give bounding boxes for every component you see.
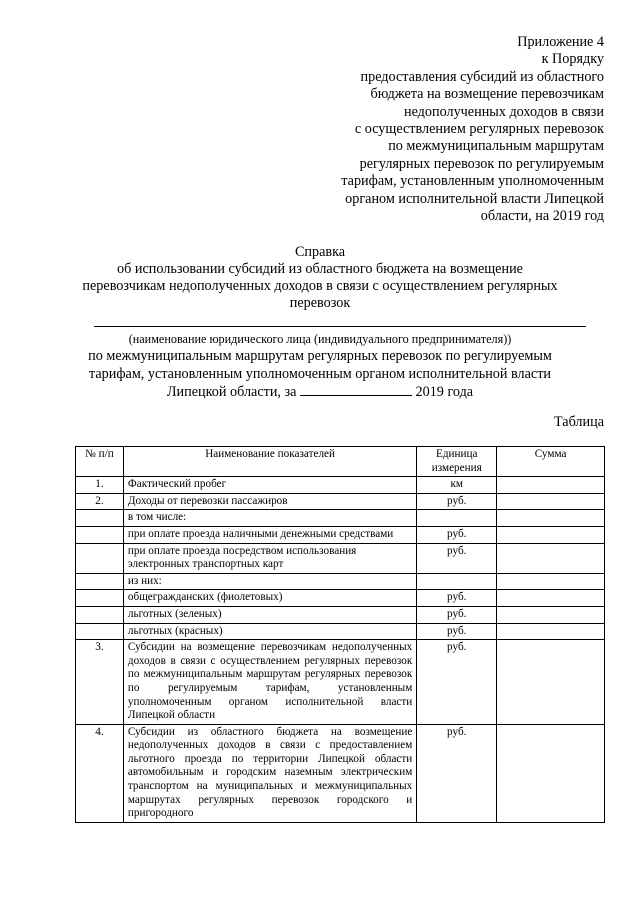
row-sum	[497, 493, 605, 510]
table-row	[76, 590, 605, 607]
row-unit: руб.	[417, 724, 497, 822]
table-row	[76, 526, 605, 543]
row-name: в том числе:	[123, 510, 416, 527]
row-name: общегражданских (фиолетовых)	[123, 590, 416, 607]
row-sum	[497, 590, 605, 607]
row-name: льготных (зеленых)	[123, 606, 416, 623]
row-sum	[497, 573, 605, 590]
row-unit: руб.	[417, 543, 497, 573]
row-sum	[497, 640, 605, 725]
entity-name-caption: (наименование юридического лица (индивидуального предпринимателя))	[128, 332, 512, 346]
header-line: регулярных перевозок по регулируемым	[359, 155, 604, 172]
row-unit	[417, 573, 497, 590]
row-unit: руб.	[417, 606, 497, 623]
row-name: Субсидии из областного бюджета на возмещение недополученных доходов в связи с предоставлением льготного проезда по территории Липецкой области автомобильным и городским наземным электрическим транспортом на муниципальных и межмуниципальных маршрутах регулярных перевозок городского и пригородного	[123, 724, 416, 822]
header-unit: Единица измерения	[417, 447, 497, 477]
row-sum	[497, 510, 605, 527]
row-num	[76, 590, 124, 607]
header-num: № п/п	[76, 447, 124, 477]
row-unit: руб.	[417, 526, 497, 543]
period-suffix: 2019 года	[415, 384, 474, 400]
row-name: при оплате проезда посредством использования электронных транспортных карт	[123, 543, 416, 573]
row-unit: руб.	[417, 590, 497, 607]
row-name: из них:	[123, 573, 416, 590]
header-line: органом исполнительной власти Липецкой	[345, 190, 604, 207]
title-line: перевозчикам недополученных доходов в связи с осуществлением регулярных	[82, 278, 558, 294]
body-text	[0, 348, 640, 402]
row-num: 2.	[76, 493, 124, 510]
entity-name-line	[94, 326, 586, 327]
table-row	[76, 724, 605, 822]
table-row	[76, 510, 605, 527]
row-sum	[497, 526, 605, 543]
header-line: Приложение 4	[517, 34, 604, 50]
header-line: бюджета на возмещение перевозчикам	[370, 86, 604, 103]
row-unit: руб.	[417, 640, 497, 725]
header-line: по межмуниципальным маршрутам	[388, 138, 604, 155]
body-line: по межмуниципальным маршрутам регулярных перевозок по регулируемым	[88, 348, 552, 364]
appendix-header	[304, 34, 604, 225]
row-num	[76, 543, 124, 573]
row-unit: руб.	[417, 493, 497, 510]
row-sum	[497, 543, 605, 573]
row-num	[76, 606, 124, 623]
table-row	[76, 493, 605, 510]
table-row	[76, 543, 605, 573]
header-line: к Порядку	[541, 51, 604, 68]
row-sum	[497, 606, 605, 623]
title-heading: Справка	[294, 244, 346, 260]
row-name: Доходы от перевозки пассажиров	[123, 493, 416, 510]
table-row	[76, 477, 605, 494]
header-line: недополученных доходов в связи	[403, 103, 604, 120]
row-num: 4.	[76, 724, 124, 822]
header-line: области, на 2019 год	[480, 208, 604, 225]
body-line	[0, 383, 640, 402]
row-unit: км	[417, 477, 497, 494]
row-num	[76, 573, 124, 590]
title-line: перевозок	[289, 295, 351, 311]
table-row	[76, 623, 605, 640]
period-blank	[300, 383, 412, 396]
row-sum	[497, 623, 605, 640]
table-row	[76, 606, 605, 623]
header-line: предоставления субсидий из областного	[360, 68, 604, 85]
document-title	[0, 244, 640, 312]
period-prefix: Липецкой области, за	[166, 384, 297, 400]
row-num	[76, 526, 124, 543]
row-sum	[497, 724, 605, 822]
report-table	[75, 446, 605, 823]
row-unit	[417, 510, 497, 527]
table-row	[76, 573, 605, 590]
table-label: Таблица	[553, 414, 604, 430]
row-num	[76, 623, 124, 640]
title-line: об использовании субсидий из областного бюджета на возмещение	[117, 261, 523, 277]
row-sum	[497, 477, 605, 494]
table-header-row	[76, 447, 605, 477]
row-num: 1.	[76, 477, 124, 494]
row-name: при оплате проезда наличными денежными средствами	[123, 526, 416, 543]
header-sum: Сумма	[497, 447, 605, 477]
row-unit: руб.	[417, 623, 497, 640]
row-num	[76, 510, 124, 527]
body-line: тарифам, установленным уполномоченным органом исполнительной власти	[88, 365, 551, 382]
table-row	[76, 640, 605, 725]
row-num: 3.	[76, 640, 124, 725]
header-name: Наименование показателей	[123, 447, 416, 477]
row-name: Субсидии на возмещение перевозчикам недополученных доходов в связи с осуществлением регулярных перевозок по межмуниципальным маршрутам регулярных перевозок по регулируемым тарифам, установленным уполномоченным органом исполнительной власти Липецкой области	[123, 640, 416, 725]
row-name: льготных (красных)	[123, 623, 416, 640]
row-name: Фактический пробег	[123, 477, 416, 494]
header-line: тарифам, установленным уполномоченным	[341, 173, 604, 190]
header-line: с осуществлением регулярных перевозок	[354, 121, 604, 138]
